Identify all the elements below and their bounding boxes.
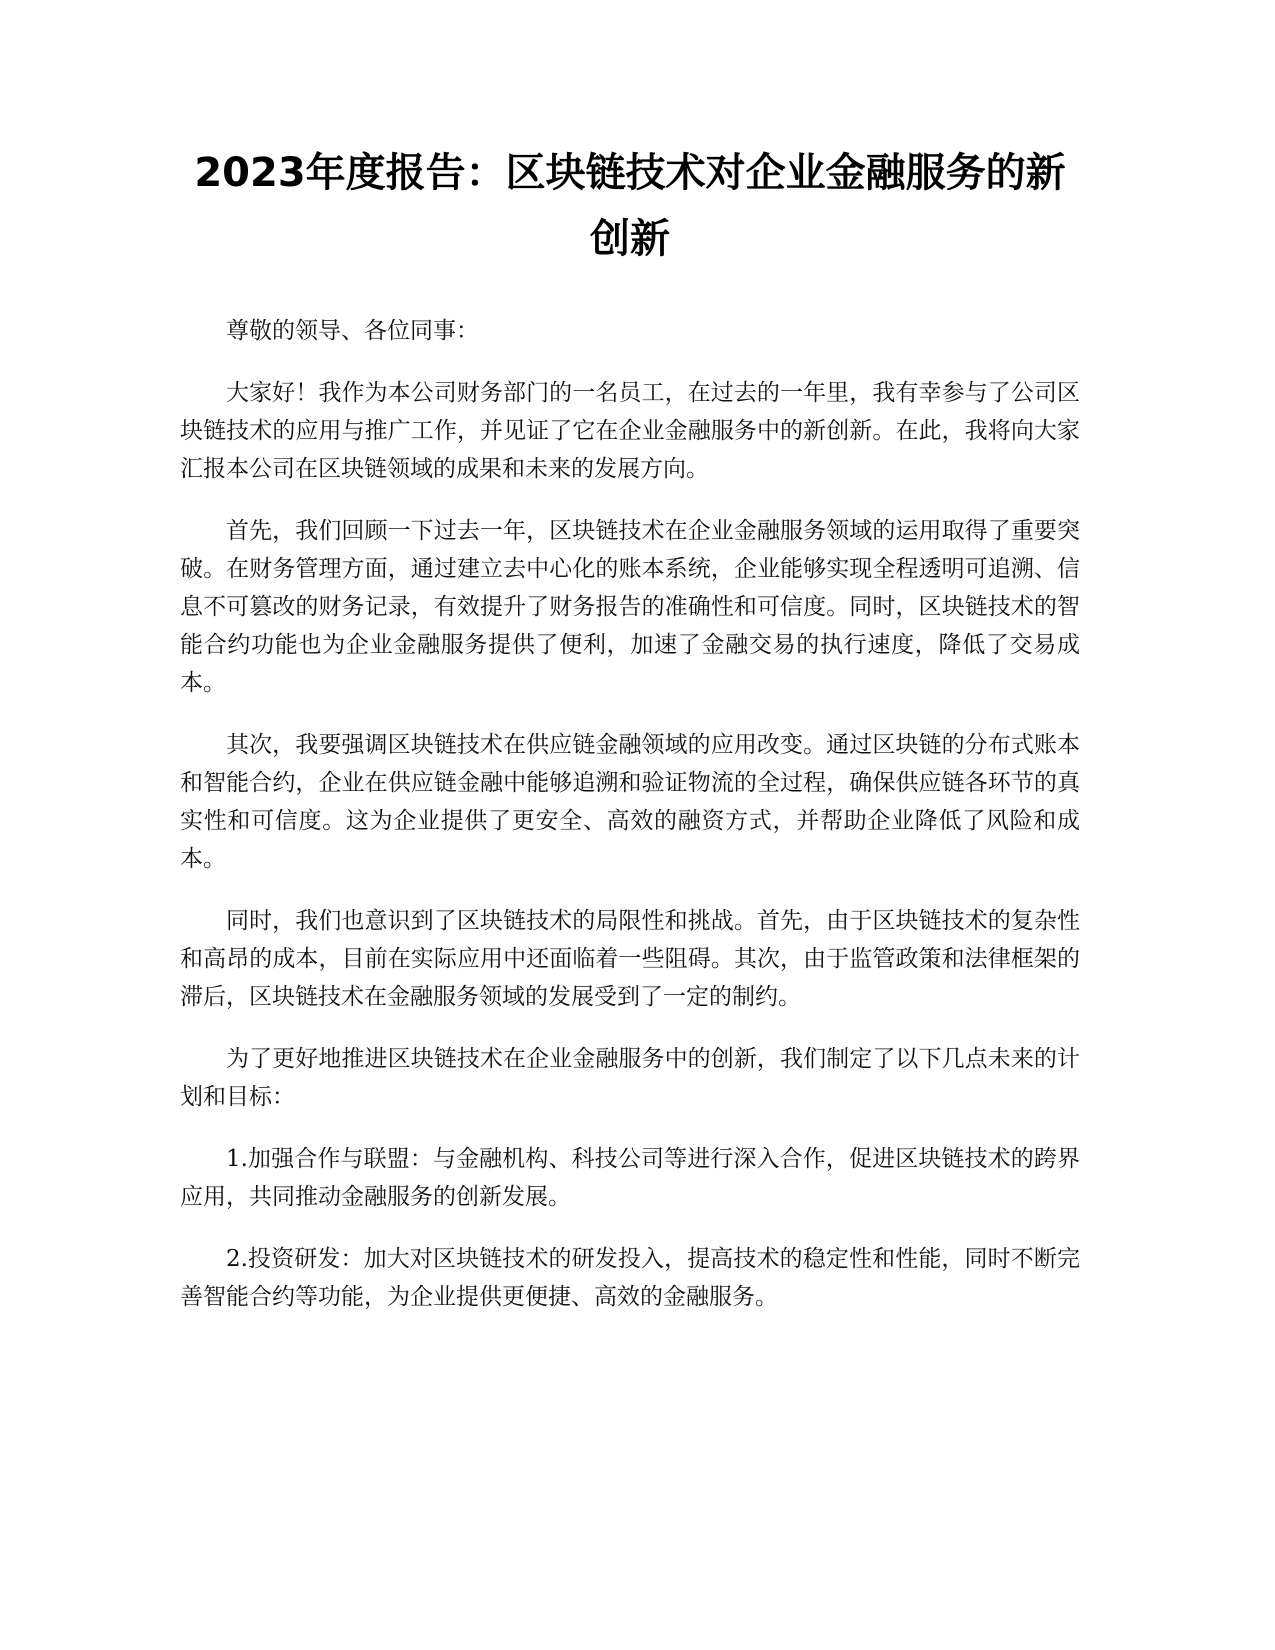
document-title: 2023年度报告：区块链技术对企业金融服务的新创新	[194, 150, 1066, 262]
plan-item-1: 1.加强合作与联盟：与金融机构、科技公司等进行深入合作，促进区块链技术的跨界应用，共同推动金融服务的创新发展。	[180, 1146, 1080, 1210]
salutation-paragraph: 尊敬的领导、各位同事：	[226, 318, 479, 344]
plan-item-2: 2.投资研发：加大对区块链技术的研发投入，提高技术的稳定性和性能，同时不断完善智能合约等功能，为企业提供更便捷、高效的金融服务。	[180, 1246, 1080, 1310]
breakthrough-paragraph: 首先，我们回顾一下过去一年，区块链技术在企业金融服务领域的运用取得了重要突破。在财务管理方面，通过建立去中心化的账本系统，企业能够实现全程透明可追溯、信息不可篡改的财务记录，有效提升了财务报告的准确性和可信度。同时，区块链技术的智能合约功能也为企业金融服务提供了便利，加速了金融交易的执行速度，降低了交易成本。	[180, 518, 1080, 696]
intro-paragraph: 大家好！我作为本公司财务部门的一名员工，在过去的一年里，我有幸参与了公司区块链技术的应用与推广工作，并见证了它在企业金融服务中的新创新。在此，我将向大家汇报本公司在区块链领域的成果和未来的发展方向。	[180, 380, 1080, 482]
supply-chain-paragraph: 其次，我要强调区块链技术在供应链金融领域的应用改变。通过区块链的分布式账本和智能合约，企业在供应链金融中能够追溯和验证物流的全过程，确保供应链各环节的真实性和可信度。这为企业提供了更安全、高效的融资方式，并帮助企业降低了风险和成本。	[180, 732, 1080, 872]
challenges-paragraph: 同时，我们也意识到了区块链技术的局限性和挑战。首先，由于区块链技术的复杂性和高昂的成本，目前在实际应用中还面临着一些阻碍。其次，由于监管政策和法律框架的滞后，区块链技术在金融服务领域的发展受到了一定的制约。	[180, 908, 1080, 1010]
plans-intro-paragraph: 为了更好地推进区块链技术在企业金融服务中的创新，我们制定了以下几点未来的计划和目标：	[180, 1046, 1080, 1110]
document-body	[180, 312, 1080, 1340]
